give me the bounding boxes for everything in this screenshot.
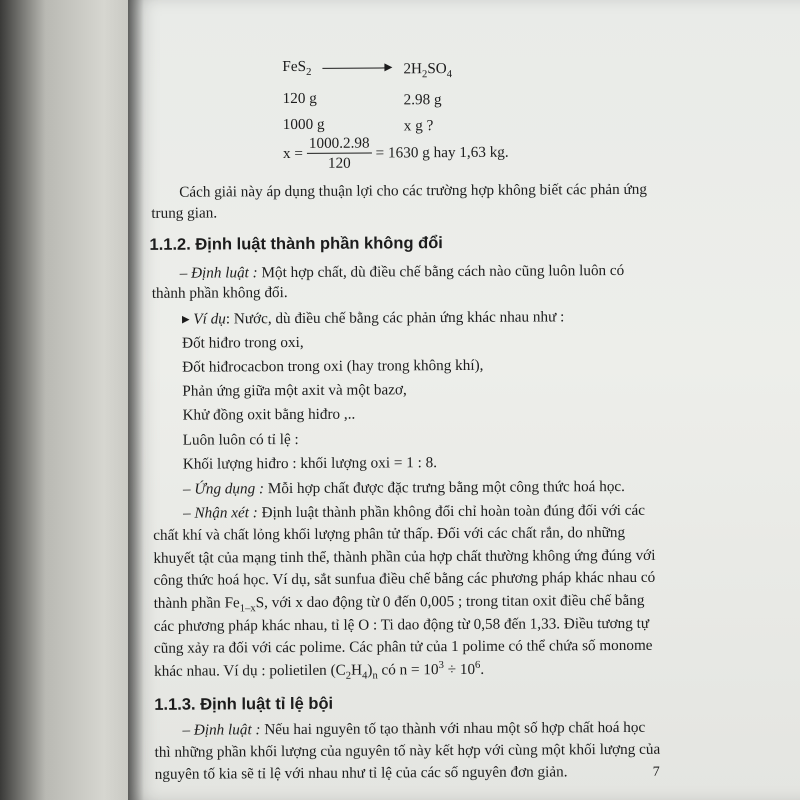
example-item: Đốt hiđro trong oxi,: [182, 333, 304, 352]
example-item: Phản ứng giữa một axit và một bazơ,: [182, 381, 407, 400]
law-definition-line-1: – Định luật : Một hợp chất, dù điều chế bằng cách nào cũng luôn luôn có: [179, 261, 625, 282]
application-line: – Ứng dụng : Mỗi hợp chất được đặc trưng bằng một công thức hoá học.: [182, 477, 625, 498]
equation-row1-left: 120 g: [282, 89, 317, 108]
equation-product: $2H_2SO_4$: [403, 60, 453, 81]
remark-line-3: khuyết tật của mạng tinh thể, thành phần của hợp chất thường không ứng đúng với: [153, 546, 656, 567]
remark-line-7: cũng xảy ra đối với các polime. Các phân tử của 1 polime có thể chứa số monome: [153, 636, 653, 657]
example-line: ▸ Ví dụ: Nước, dù điều chế bằng các phản ứng khác nhau như :: [181, 308, 565, 328]
page-number: 7: [652, 764, 660, 780]
remark-line-6: các phương pháp khác nhau, tỉ lệ O : Ti dao động từ 0,58 đến 1,33. Điều tương tự: [153, 614, 650, 635]
law-definition-line-2: thành phần không đổi.: [151, 284, 288, 302]
example-item: Khử đồng oxit bằng hiđro ,..: [182, 405, 356, 424]
intro-line-2: trung gian.: [151, 204, 218, 222]
equation-row1-right: 2.98 g: [403, 91, 442, 109]
reaction-arrow: [322, 67, 386, 68]
remark-line-5: thành phần $Fe_{1-x}S$, với x dao động từ 0 đến 0,005 ; trong titan oxit điều chế bằng: [153, 591, 645, 615]
example-item: Đốt hiđrocacbon trong oxi (hay trong không khí),: [182, 356, 484, 376]
book-page: [128, 0, 800, 800]
multiple-law-line-1: – Định luật : Nếu hai nguyên tố tạo thành với nhau một số hợp chất hoá học: [182, 718, 646, 739]
equation-row2-left: 1000 g: [282, 115, 325, 134]
remark-line-2: chất khí và chất lỏng khối lượng phân tử thấp. Đối với các chất rắn, do những: [153, 523, 626, 544]
multiple-law-line-3: nguyên tố kia sẽ tỉ lệ với nhau như tỉ lệ của các số nguyên đơn giản.: [154, 763, 568, 783]
section-heading-1-1-3: 1.1.3. Định luật tỉ lệ bội: [154, 694, 334, 714]
multiple-law-line-2: thì những phần khối lượng của nguyên tố này kết hợp với cùng một khối lượng của: [154, 740, 661, 761]
equation-fraction: $\frac{1000.2.98}{120}$: [307, 136, 372, 172]
equation-reactant: FeS$_2$: [282, 57, 312, 78]
mass-ratio-line: Khối lượng hiđro : khối lượng oxi = 1 : 8.: [182, 454, 438, 473]
remark-line-8: khác nhau. Ví dụ : polietilen $(C_2H_4)_n$ có $n = 10^3 \div 10^6$.: [154, 659, 485, 682]
equation-row2-right: x g ?: [403, 117, 434, 135]
remark-line-1: – Nhận xét : Định luật thành phần không đổi chỉ hoàn toàn đúng đối với các: [183, 501, 646, 522]
section-heading-1-1-2: 1.1.2. Định luật thành phần không đổi: [149, 234, 443, 254]
remark-line-4: công thức hoá học. Ví dụ, sắt sunfua điều chế bằng các phương pháp khác nhau có: [153, 568, 656, 589]
equation-result: x = $\frac{1000.2.98}{120}$ = 1630 g hay 1,63 kg.: [282, 134, 509, 172]
bullet-icon: ▸: [181, 310, 194, 328]
intro-line-1: Cách giải này áp dụng thuận lợi cho các trường hợp không biết các phản ứng: [179, 180, 648, 201]
ratio-line: Luôn luôn có tỉ lệ :: [182, 430, 299, 449]
adjacent-page-edge: [0, 0, 130, 800]
reaction-arrow-head: [384, 63, 392, 71]
